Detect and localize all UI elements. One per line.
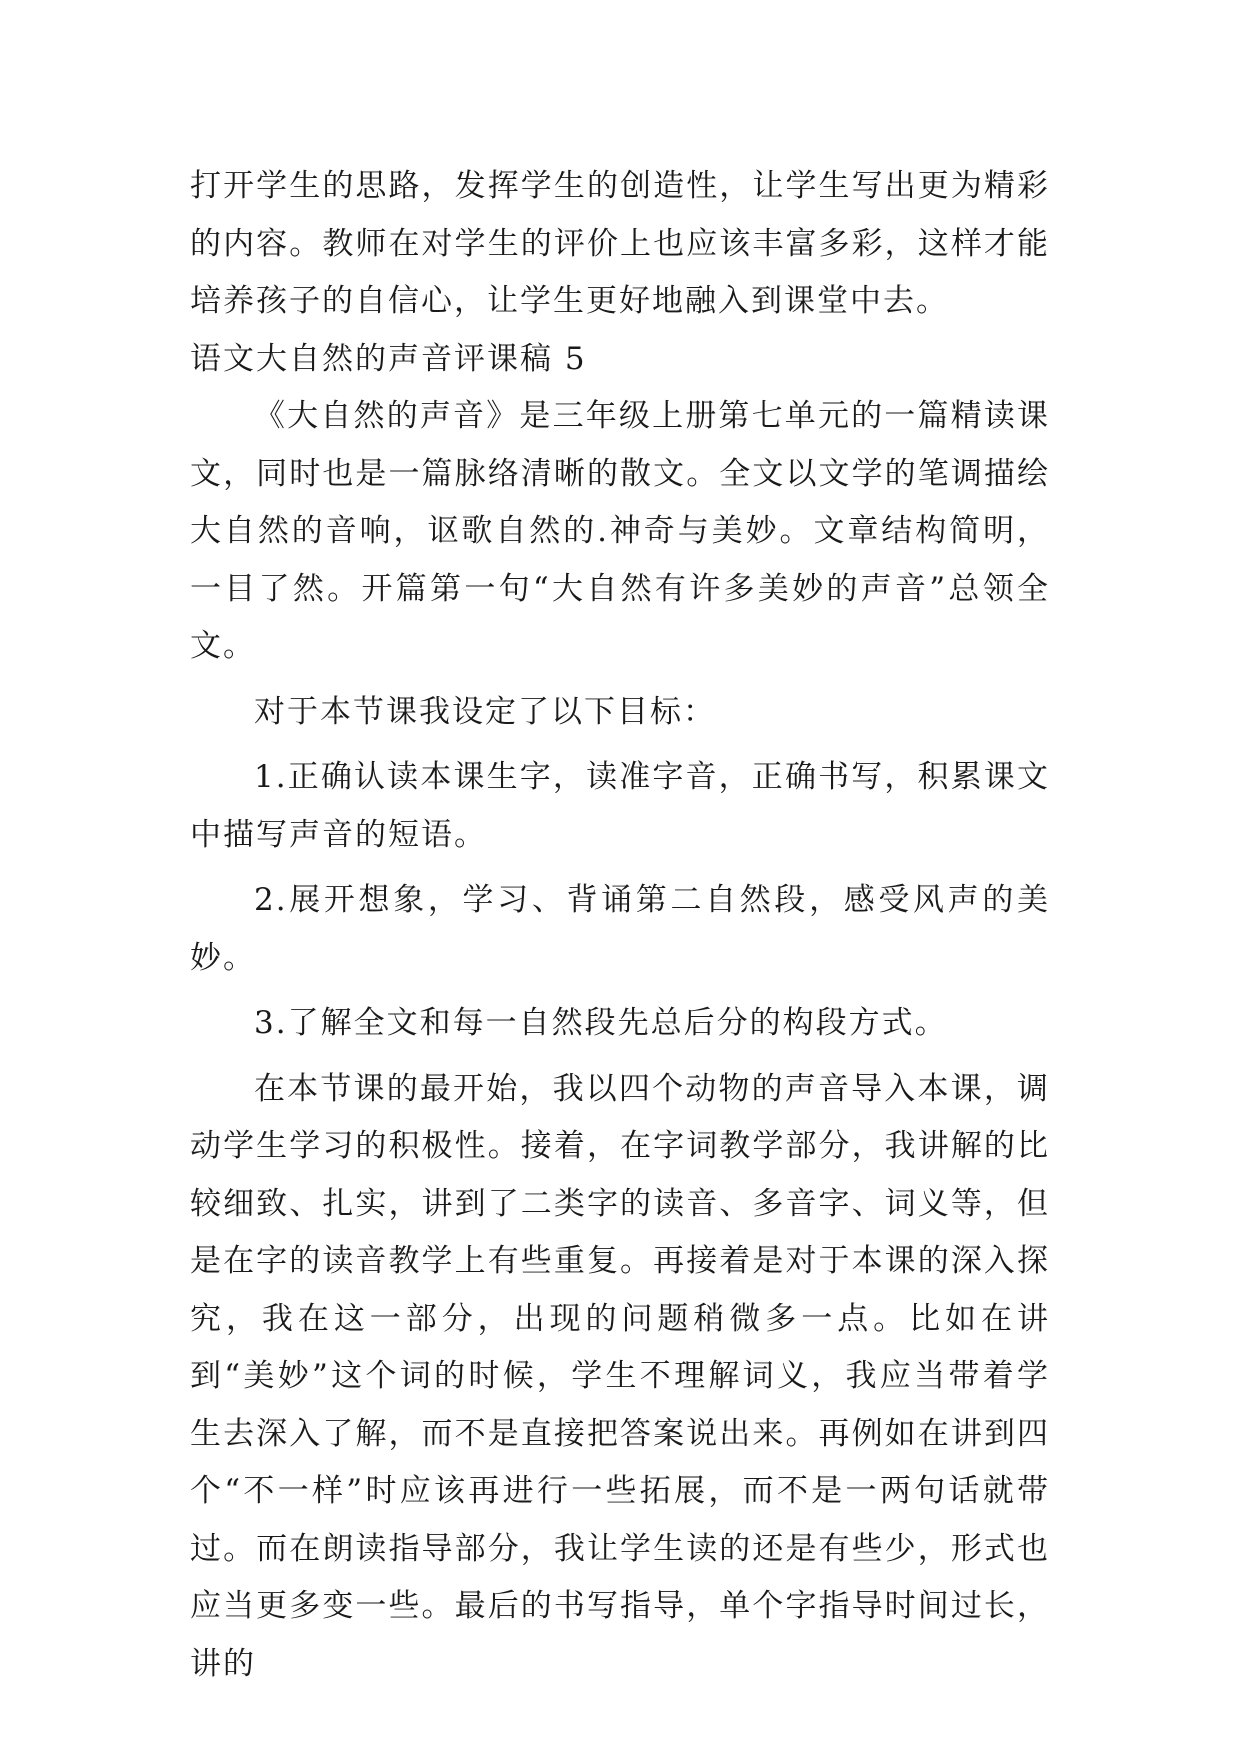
- reflection-paragraph: 在本节课的最开始，我以四个动物的声音导入本课，调动学生学习的积极性。接着，在字词教学部分，我讲解的比较细致、扎实，讲到了二类字的读音、多音字、词义等，但是在字的读音教学上有些重复。再接着是对于本课的深入探究，我在这一部分，出现的问题稍微多一点。比如在讲到“美妙”这个词的时候，学生不理解词义，我应当带着学生去深入了解，而不是直接把答案说出来。再例如在讲到四个“不一样”时应该再进行一些拓展，而不是一两句话就带过。而在朗读指导部分，我让学生读的还是有些少，形式也应当更多变一些。最后的书写指导，单个字指导时间过长，讲的: [190, 1070, 1050, 1682]
- document-page: [190, 158, 1050, 1693]
- goal-item-2: 2.展开想象，学习、背诵第二自然段，感受风声的美妙。: [190, 882, 1050, 976]
- goals-intro: 对于本节课我设定了以下目标：: [254, 693, 716, 730]
- intro-continuation-paragraph: 打开学生的思路，发挥学生的创造性，让学生写出更为精彩的内容。教师在对学生的评价上也应该丰富多彩，这样才能培养孩子的自信心，让学生更好地融入到课堂中去。: [190, 168, 1050, 319]
- goal-item-1: 1.正确认读本课生字，读准字音，正确书写，积累课文中描写声音的短语。: [190, 759, 1050, 853]
- section-title: 语文大自然的声音评课稿 5: [190, 340, 587, 377]
- overview-paragraph: 《大自然的声音》是三年级上册第七单元的一篇精读课文，同时也是一篇脉络清晰的散文。全文以文学的笔调描绘大自然的音响，讴歌自然的.神奇与美妙。文章结构简明，一目了然。开篇第一句“大自然有许多美妙的声音”总领全文。: [190, 398, 1050, 664]
- goal-item-3: 3.了解全文和每一自然段先总后分的构段方式。: [254, 1005, 948, 1041]
